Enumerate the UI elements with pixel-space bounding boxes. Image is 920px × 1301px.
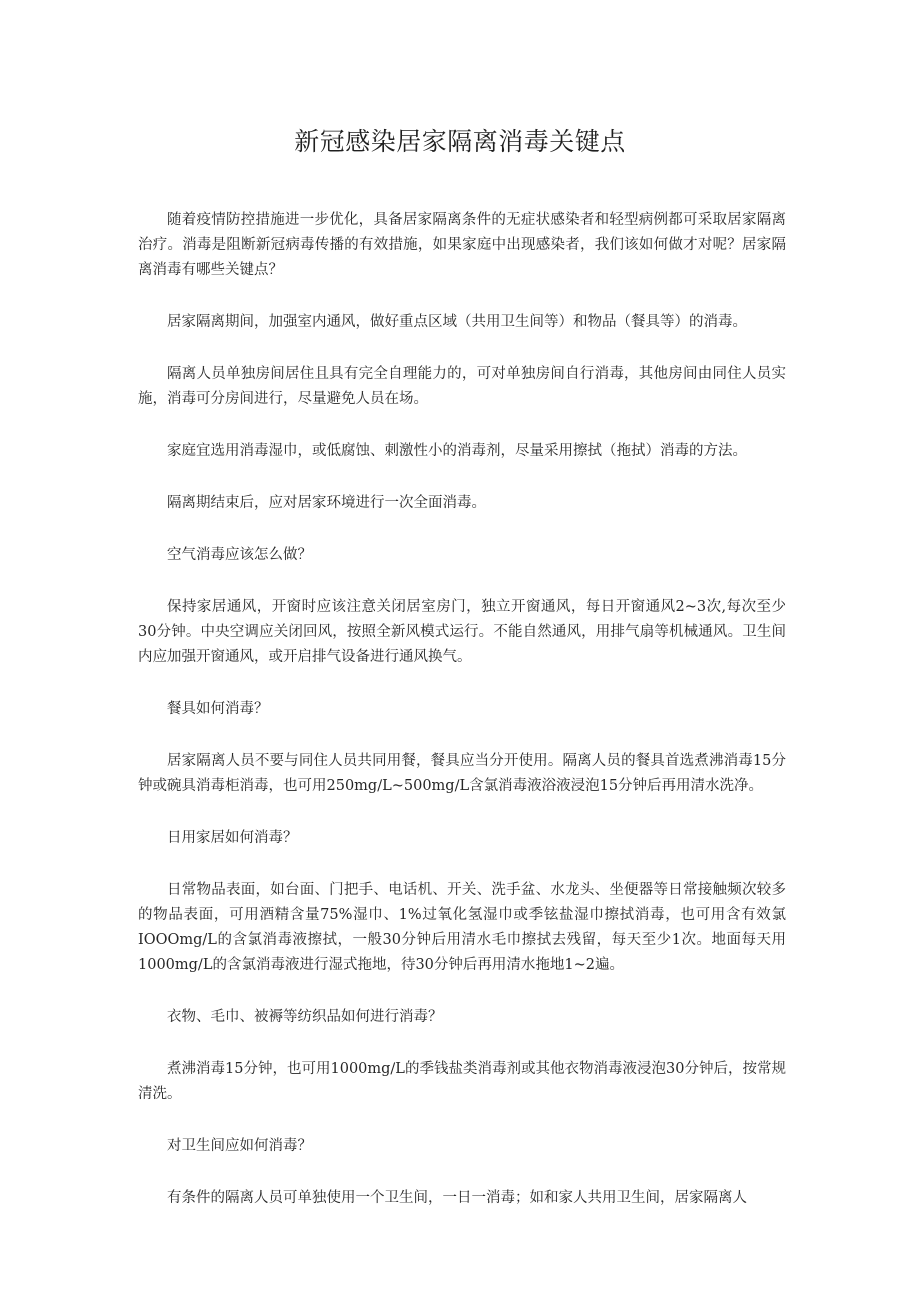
paragraph-bathroom: 有条件的隔离人员可单独使用一个卫生间，一日一消毒；如和家人共用卫生间，居家隔离人: [167, 1190, 747, 1206]
heading-bathroom: 对卫生间应如何消毒？: [167, 1138, 312, 1154]
paragraph-final-disinfection: 隔离期结束后，应对居家环境进行一次全面消毒。: [167, 495, 486, 511]
document-title: 新冠感染居家隔离消毒关键点: [294, 127, 626, 156]
heading-tableware: 餐具如何消毒？: [167, 701, 269, 717]
paragraph-intro: 随着疫情防控措施进一步优化，具备居家隔离条件的无症状感染者和轻型病例都可采取居家隔离治疗。消毒是阻断新冠病毒传播的有效措施，如果家庭中出现感染者，我们该如何做才对呢？居家隔离消毒有哪些关键点？: [138, 212, 786, 278]
paragraph-tableware: 居家隔离人员不要与同住人员共同用餐，餐具应当分开使用。隔离人员的餐具首选煮沸消毒15分钟或碗具消毒柜消毒，也可用250mg∕L~500mg∕L含氯消毒液浴液浸泡15分钟后再用清水洗净。: [138, 753, 786, 794]
paragraph-disinfectant-choice: 家庭宜选用消毒湿巾，或低腐蚀、刺激性小的消毒剂，尽量采用擦拭（拖拭）消毒的方法。: [167, 443, 747, 459]
paragraph-ventilation-overview: 居家隔离期间，加强室内通风，做好重点区域（共用卫生间等）和物品（餐具等）的消毒。: [167, 314, 747, 330]
paragraph-air-disinfection: 保持家居通风，开窗时应该注意关闭居室房门，独立开窗通风，每日开窗通风2~3次,每次至少30分钟。中央空调应关闭回风，按照全新风模式运行。不能自然通风，用排气扇等机械通风。卫生间内应加强开窗通风，或开启排气设备进行通风换气。: [138, 599, 786, 665]
paragraph-room-disinfection: 隔离人员单独房间居住且具有完全自理能力的，可对单独房间自行消毒，其他房间由同住人员实施，消毒可分房间进行，尽量避免人员在场。: [138, 366, 786, 407]
heading-air-disinfection: 空气消毒应该怎么做？: [167, 547, 312, 563]
document-body: [138, 208, 786, 1238]
paragraph-household-items: 日常物品表面，如台面、门把手、电话机、开关、洗手盆、水龙头、坐便器等日常接触频次较多的物品表面，可用酒精含量75%湿巾、1%过氧化氢湿巾或季铉盐湿巾擦拭消毒，也可用含有效氯IOOOmg/L的含氯消毒液擦拭，一般30分钟后用清水毛巾擦拭去残留，每天至少1次。地面每天用1000mg∕L的含氯消毒液进行湿式拖地，待30分钟后再用清水拖地1~2遍。: [138, 882, 786, 973]
paragraph-textiles: 煮沸消毒15分钟，也可用1000mg∕L的季钱盐类消毒剂或其他衣物消毒液浸泡30分钟后，按常规清洗。: [138, 1061, 786, 1102]
heading-textiles: 衣物、毛巾、被褥等纺织品如何进行消毒？: [167, 1009, 443, 1025]
heading-household-items: 日用家居如何消毒？: [167, 830, 298, 846]
